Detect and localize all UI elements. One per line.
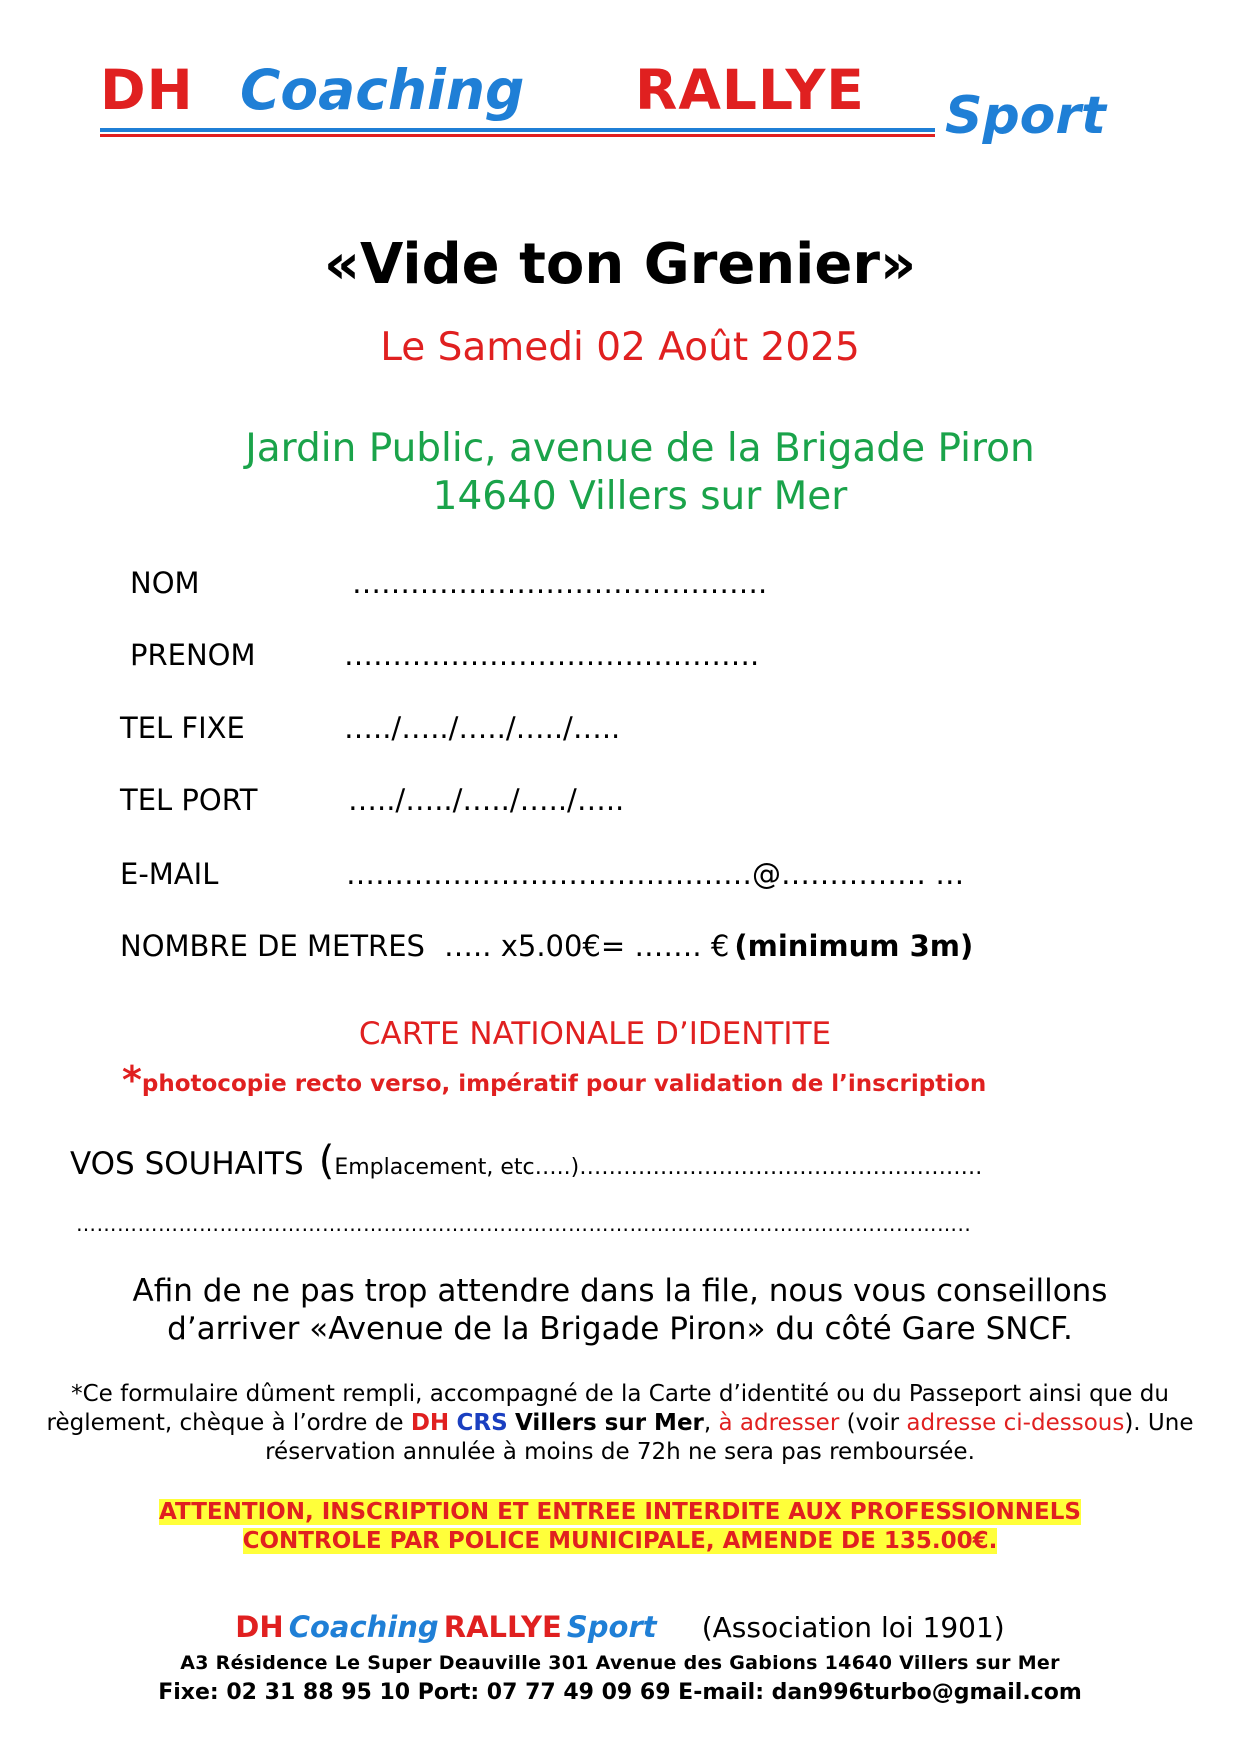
logo-underline-blue: [100, 128, 935, 132]
logo-dh: DH: [100, 58, 194, 122]
notice-crs: CRS: [456, 1410, 508, 1436]
location-line-1: Jardin Public, avenue de la Brigade Piron: [245, 426, 1035, 471]
logo-coaching: Coaching: [240, 58, 525, 122]
location-line-2: 14640 Villers sur Mer: [432, 474, 848, 519]
email-field[interactable]: ……………………………………@…………… …: [346, 857, 965, 891]
nom-label: NOM: [130, 566, 200, 600]
id-card-heading: CARTE NATIONALE D’IDENTITE: [358, 1016, 832, 1052]
logo-underline-red: [100, 134, 935, 137]
notice-dh: DH: [410, 1410, 450, 1436]
wishes-row: [70, 1138, 982, 1184]
notice-voir: (voir: [839, 1410, 907, 1436]
advice-line-2: d’arriver «Avenue de la Brigade Piron» du côté Gare SNCF.: [167, 1311, 1073, 1347]
notice-villers: Villers sur Mer: [514, 1410, 704, 1436]
email-label: E-MAIL: [120, 857, 219, 891]
logo: [100, 58, 1160, 158]
footer-dh: DH: [235, 1610, 284, 1644]
logo-rallye: RALLYE: [635, 58, 865, 122]
id-card-note: [122, 1058, 986, 1102]
id-card-note-text: photocopie recto verso, impératif pour validation de l’inscription: [141, 1071, 987, 1097]
footer-sport: Sport: [566, 1610, 657, 1644]
notice-part-1: *Ce formulaire dûment rempli, accompagné de la Carte d’identité ou du Passeport ainsi que du règlement, chèque à l’ordre de: [46, 1381, 1169, 1436]
logo-sport: Sport: [945, 86, 1106, 146]
wishes-extra-line[interactable]: …………………………………………………………………………………………………………………..: [76, 1212, 972, 1236]
event-date: Le Samedi 02 Août 2025: [380, 325, 860, 370]
metres-label: NOMBRE DE METRES: [120, 929, 425, 963]
footer-contact: Fixe: 02 31 88 95 10 Port: 07 77 49 09 69 E-mail: dan996turbo@gmail.com: [158, 1680, 1082, 1705]
asterisk: *: [122, 1058, 142, 1102]
metres-field[interactable]: ….. x5.00€= ……. €: [444, 929, 730, 963]
notice-adresse: adresse ci-dessous: [906, 1410, 1125, 1436]
tel-port-field[interactable]: …../…../…../…../…..: [348, 783, 625, 817]
advice-text: [0, 1272, 1240, 1348]
footer-association: (Association loi 1901): [701, 1611, 1005, 1644]
nom-field[interactable]: …………………………………….: [352, 566, 768, 600]
notice-part-2: ). Une réservation annulée à moins de 72h ne sera pas remboursée.: [265, 1410, 1194, 1465]
wishes-paren: (: [318, 1138, 335, 1184]
attention-warning: [0, 1498, 1240, 1556]
footer-rallye: RALLYE: [443, 1610, 562, 1644]
footer-coaching: Coaching: [288, 1610, 439, 1644]
attention-line-1: ATTENTION, INSCRIPTION ET ENTREE INTERDITE AUX PROFESSIONNELS: [159, 1499, 1081, 1525]
payment-notice: [40, 1380, 1200, 1467]
tel-fixe-label: TEL FIXE: [120, 711, 245, 745]
footer-organization: [0, 1610, 1240, 1644]
page-title: «Vide ton Grenier»: [323, 232, 917, 297]
wishes-label: VOS SOUHAITS: [70, 1146, 304, 1182]
attention-line-2: CONTROLE PAR POLICE MUNICIPALE, AMENDE DE 135.00€.: [242, 1528, 998, 1554]
prenom-label: PRENOM: [130, 638, 256, 672]
advice-line-1: Afin de ne pas trop attendre dans la file, nous vous conseillons: [132, 1273, 1108, 1309]
metres-row: [120, 929, 973, 963]
tel-port-label: TEL PORT: [120, 783, 258, 817]
metres-minimum: (minimum 3m): [734, 929, 974, 963]
notice-a-adresser: à adresser: [718, 1410, 840, 1436]
prenom-field[interactable]: …………………………………….: [344, 638, 760, 672]
footer-address: A3 Résidence Le Super Deauville 301 Avenue des Gabions 14640 Villers sur Mer: [180, 1652, 1060, 1674]
tel-fixe-field[interactable]: …../…../…../…../…..: [344, 711, 621, 745]
wishes-field[interactable]: Emplacement, etc…..)……………………………………………….: [334, 1155, 983, 1180]
notice-comma: ,: [703, 1410, 719, 1436]
